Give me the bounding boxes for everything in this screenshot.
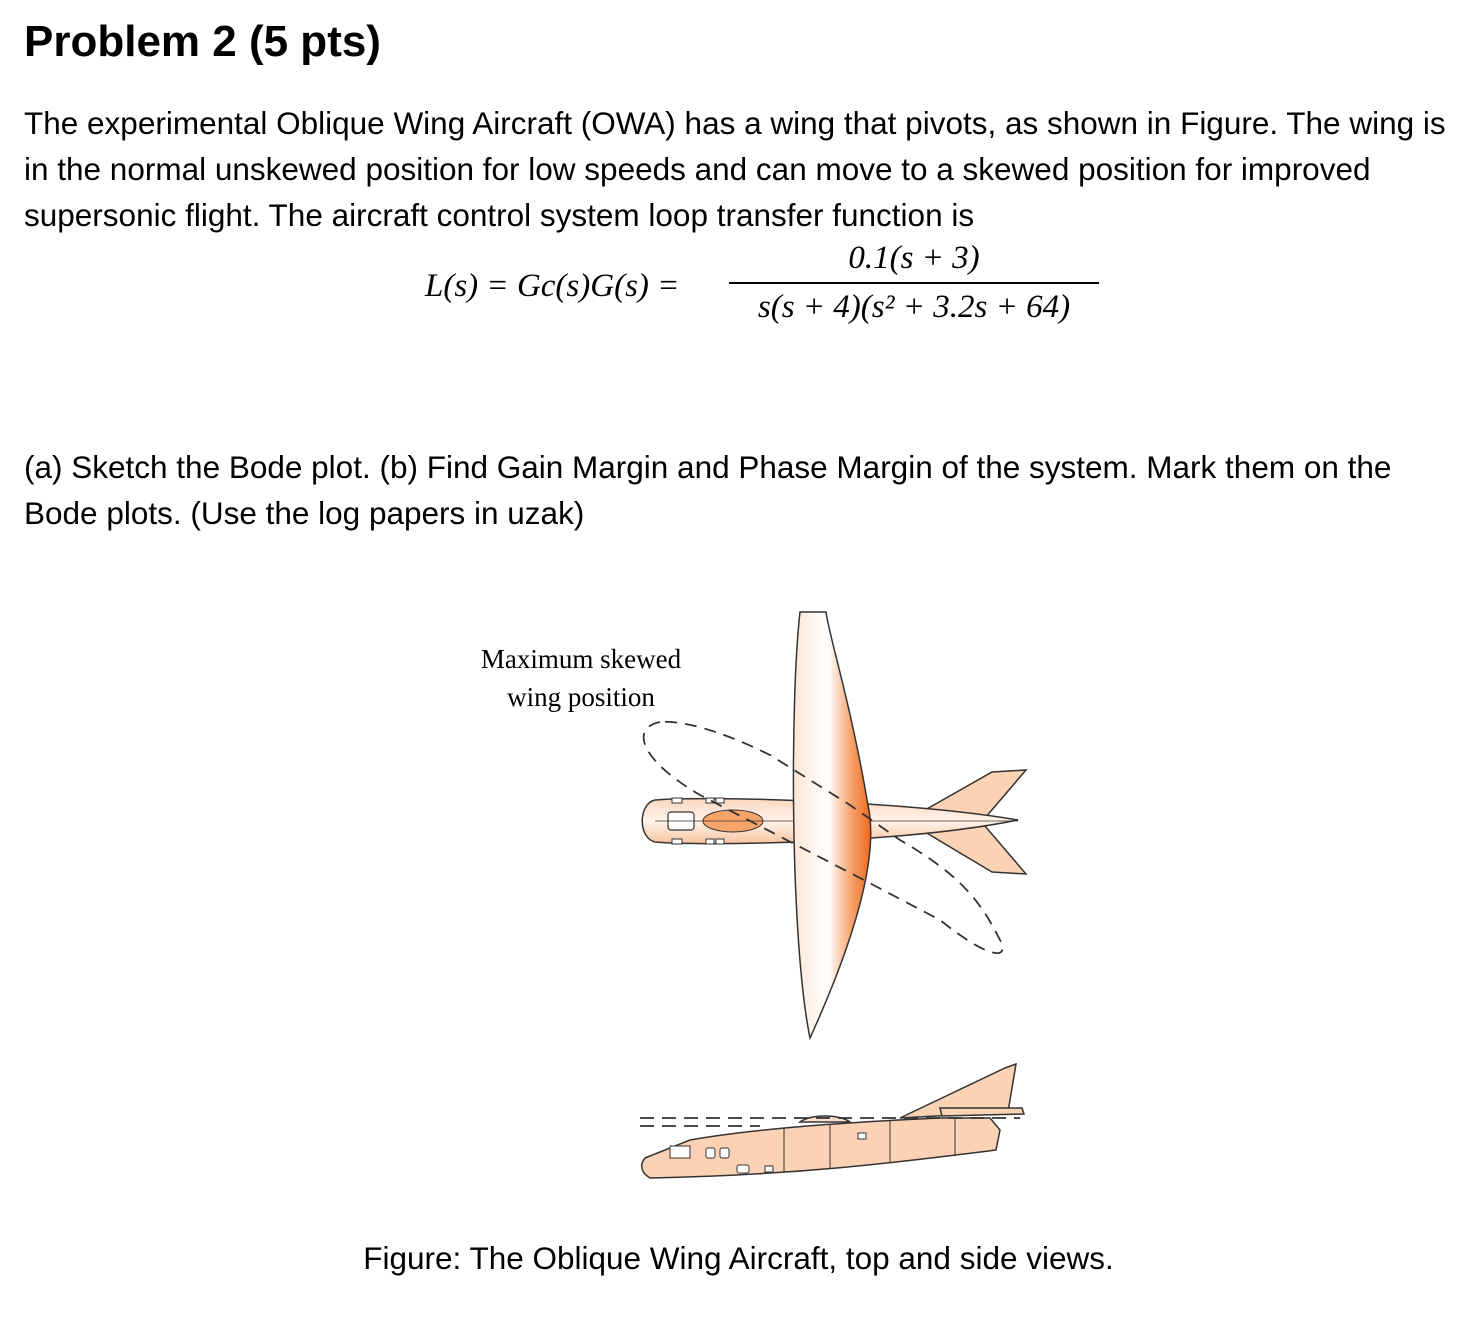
equation-lhs [425,268,679,305]
problem-intro: The experimental Oblique Wing Aircraft (OWA) has a wing that pivots, as shown in Figure. The wing is in the normal unskewed position for low speeds and can move to a skewed position for improved supersonic flight. The aircraft control system loop transfer function is [24,105,1446,233]
oblique-wing-aircraft-figure [460,600,1060,1200]
problem-title: Problem 2 (5 pts) [24,17,381,66]
equation-numerator: 0.1(s + 3) [848,240,980,276]
equation-fraction [729,238,1099,327]
figure-caption: Figure: The Oblique Wing Aircraft, top and side views. [363,1240,1114,1276]
skewed-wing-label-line2: wing position [507,682,655,712]
problem-tasks: (a) Sketch the Bode plot. (b) Find Gain Margin and Phase Margin of the system. Mark them on the Bode plots. (Use the log papers in uzak) [24,449,1392,531]
fraction-bar [729,282,1099,284]
side-view-aircraft [640,1064,1024,1178]
top-view-wing [793,612,870,1038]
equation-denominator: s(s + 4)(s² + 3.2s + 64) [757,289,1071,325]
equation-lhs-text: L(s) = Gc(s)G(s) = [425,268,680,304]
skewed-wing-label-line1: Maximum skewed [480,644,682,674]
